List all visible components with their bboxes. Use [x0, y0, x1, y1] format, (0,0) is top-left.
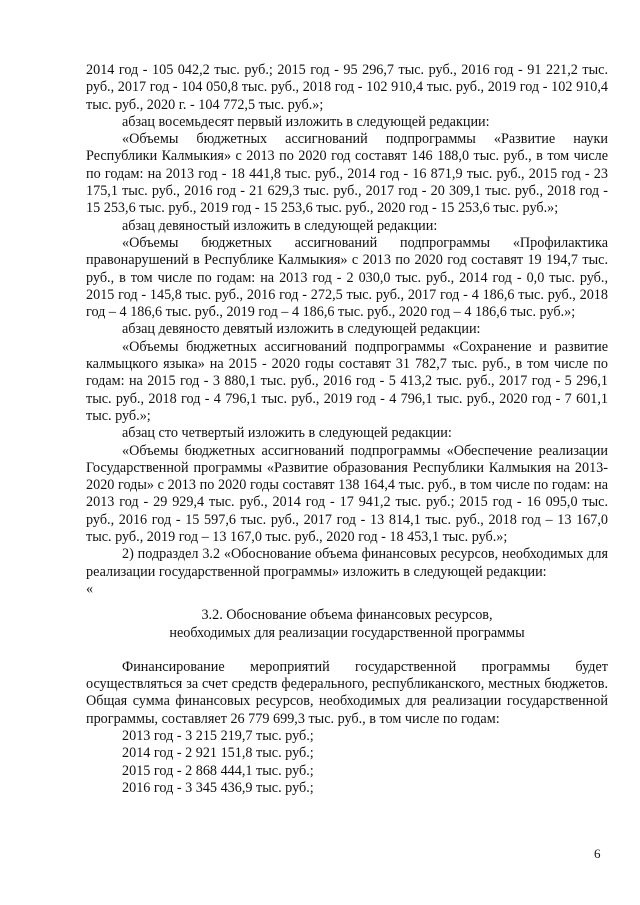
- open-quote: «: [86, 580, 94, 597]
- list-item: [122, 745, 608, 762]
- paragraph-crime-prevention-subprogram: «Объемы бюджетных ассигнований подпрограммы «Профилактика правонарушений в Республике Калмыкия» с 2013 по 2020 год составят 19 194,7 тыс. руб., в том числе по годам: на 2013 год - 2 030,0 тыс. руб., 2014 год - 0,0 тыс. руб., 2015 год - 145,8 тыс. руб., 2016 год - 272,5 тыс. руб., 2017 год - 4 186,6 тыс. руб., 2018 год – 4 186,6 тыс. руб., 2019 год – 4 186,6 тыс. руб., 2020 год – 4 186,6 тыс. руб.»;: [86, 234, 608, 321]
- year-amount: 2015 год - 2 868 444,1 тыс. руб.;: [122, 762, 314, 779]
- years-list: [122, 728, 608, 797]
- paragraph-abzac-81: абзац восемьдесят первый изложить в следующей редакции:: [122, 113, 490, 130]
- section-heading-line-1: 3.2. Обоснование объема финансовых ресурсов,: [201, 607, 493, 624]
- list-item: [122, 763, 608, 780]
- page-number: 6: [594, 846, 601, 861]
- paragraph-abzac-104: абзац сто четвертый изложить в следующей редакции:: [122, 425, 452, 442]
- list-item: [122, 728, 608, 745]
- year-amount: 2016 год - 3 345 436,9 тыс. руб.;: [122, 779, 314, 796]
- paragraph-financing: Финансирование мероприятий государственной программы будет осуществляться за счет средств федерального, республиканского, местных бюджетов. Общая сумма финансовых ресурсов, необходимых для реализации государственной программы, составляет 26 779 699,3 тыс. руб., в том числе по годам:: [86, 658, 608, 727]
- paragraph-abzac-99: абзац девяносто девятый изложить в следующей редакции:: [122, 321, 481, 338]
- list-item: [122, 780, 608, 797]
- paragraph-program-support-subprogram: «Объемы бюджетных ассигнований подпрограммы «Обеспечение реализации Государственной программы «Развитие образования Республики Калмыкия на 2013-2020 годы» с 2013 по 2020 годы составят 138 164,4 тыс. руб., в том числе по годам: на 2013 год - 29 929,4 тыс. руб., 2014 год - 17 941,2 тыс. руб.; 2015 год - 16 095,0 тыс. руб., 2016 год - 15 597,6 тыс. руб., 2017 год - 13 814,1 тыс. руб., 2018 год – 13 167,0 тыс. руб., 2019 год – 13 167,0 тыс. руб., 2020 год - 18 453,1 тыс. руб.»;: [86, 442, 608, 546]
- year-amount: 2013 год - 3 215 219,7 тыс. руб.;: [122, 727, 314, 744]
- section-heading-line-2: необходимых для реализации государственной программы: [169, 624, 525, 641]
- paragraph-2014-2020-amounts: 2014 год - 105 042,2 тыс. руб.; 2015 год - 95 296,7 тыс. руб., 2016 год - 91 221,2 тыс. руб., 2017 год - 104 050,8 тыс. руб., 2018 год - 102 910,4 тыс. руб., 2019 год - 102 910,4 тыс. руб., 2020 г. - 104 772,5 тыс. руб.»;: [86, 62, 608, 113]
- paragraph-kalmyk-language-subprogram: «Объемы бюджетных ассигнований подпрограммы «Сохранение и развитие калмыцкого языка» на 2015 - 2020 годы составят 31 782,7 тыс. руб., в том числе по годам: на 2015 год - 3 880,1 тыс. руб., 2016 год - 5 413,2 тыс. руб., 2017 год - 5 296,1 тыс. руб., 2018 год - 4 796,1 тыс. руб., 2019 год - 4 796,1 тыс. руб., 2020 год - 7 601,1 тыс. руб.»;: [86, 338, 608, 424]
- paragraph-science-subprogram: «Объемы бюджетных ассигнований подпрограммы «Развитие науки Республики Калмыкия» с 2013 по 2020 год составят 146 188,0 тыс. руб., в том числе по годам: на 2013 год - 18 441,8 тыс. руб., 2014 год - 16 871,9 тыс. руб., 2015 год - 23 175,1 тыс. руб., 2016 год - 21 629,3 тыс. руб., 2017 год - 20 309,1 тыс. руб., 2018 год - 15 253,6 тыс. руб., 2019 год - 15 253,6 тыс. руб., 2020 год - 15 253,6 тыс. руб.»;: [86, 131, 608, 217]
- paragraph-subsection-3-2-intro: 2) подраздел 3.2 «Обоснование объема финансовых ресурсов, необходимых для реализации государственной программы» изложить в следующей редакции:: [86, 546, 608, 580]
- document-page: [86, 62, 608, 797]
- paragraph-abzac-90: абзац девяностый изложить в следующей редакции:: [122, 217, 438, 234]
- year-amount: 2014 год - 2 921 151,8 тыс. руб.;: [122, 745, 314, 762]
